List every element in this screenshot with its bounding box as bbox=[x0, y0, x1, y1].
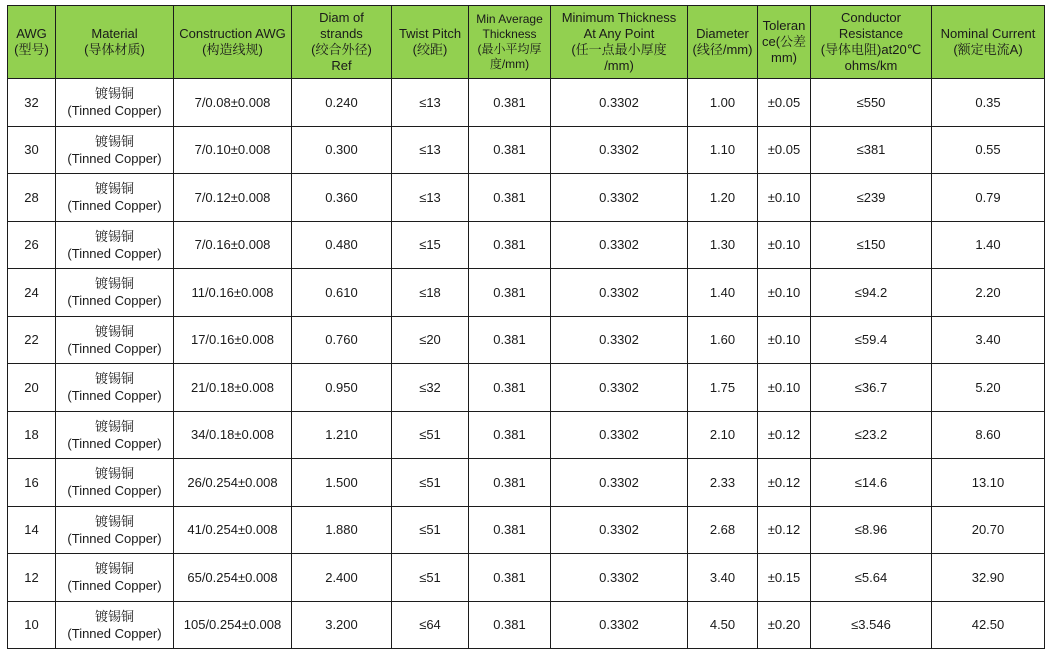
cell-minimum-thickness: 0.3302 bbox=[551, 506, 688, 554]
cell-diameter: 2.10 bbox=[688, 411, 758, 459]
cell-material bbox=[56, 316, 174, 364]
cell-awg: 28 bbox=[8, 174, 56, 222]
cell-twist-pitch: ≤18 bbox=[392, 269, 469, 317]
cell-material bbox=[56, 411, 174, 459]
cell-material bbox=[56, 601, 174, 649]
cell-tolerance: ±0.12 bbox=[758, 506, 811, 554]
cell-nominal-current: 1.40 bbox=[932, 221, 1045, 269]
cell-construction: 7/0.12±0.008 bbox=[174, 174, 292, 222]
cell-diam-strands: 1.500 bbox=[292, 459, 392, 507]
header-material-line: Material bbox=[91, 26, 138, 41]
cell-twist-pitch: ≤13 bbox=[392, 174, 469, 222]
material-cn: 镀锡铜 bbox=[94, 561, 134, 577]
cell-awg: 20 bbox=[8, 364, 56, 412]
material-en: (Tinned Copper) bbox=[67, 293, 162, 309]
cell-diameter: 1.30 bbox=[688, 221, 758, 269]
header-tolerance bbox=[758, 6, 811, 79]
cell-construction: 17/0.16±0.008 bbox=[174, 316, 292, 364]
cell-min-average-thickness: 0.381 bbox=[469, 126, 551, 174]
material-cn: 镀锡铜 bbox=[94, 371, 134, 387]
cell-nominal-current: 0.55 bbox=[932, 126, 1045, 174]
material-en: (Tinned Copper) bbox=[67, 388, 162, 404]
cell-nominal-current: 0.35 bbox=[932, 79, 1045, 127]
cell-twist-pitch: ≤51 bbox=[392, 411, 469, 459]
cell-construction: 7/0.16±0.008 bbox=[174, 221, 292, 269]
cell-diameter: 1.10 bbox=[688, 126, 758, 174]
cell-material bbox=[56, 79, 174, 127]
cell-resistance: ≤3.546 bbox=[811, 601, 932, 649]
cell-min-average-thickness: 0.381 bbox=[469, 601, 551, 649]
header-awg bbox=[8, 6, 56, 79]
cell-tolerance: ±0.10 bbox=[758, 364, 811, 412]
cell-min-average-thickness: 0.381 bbox=[469, 554, 551, 602]
header-construction-line: (构造线规) bbox=[202, 42, 263, 57]
cell-diam-strands: 0.360 bbox=[292, 174, 392, 222]
cell-min-average-thickness: 0.381 bbox=[469, 506, 551, 554]
cell-diameter: 1.75 bbox=[688, 364, 758, 412]
material-en: (Tinned Copper) bbox=[67, 340, 162, 356]
header-conductor-resistance-line: Resistance bbox=[838, 26, 904, 41]
cell-twist-pitch: ≤20 bbox=[392, 316, 469, 364]
cell-awg: 18 bbox=[8, 411, 56, 459]
header-diam-strands-line: Ref bbox=[331, 58, 352, 73]
header-nominal-current bbox=[932, 6, 1045, 79]
header-diam-strands-line: strands bbox=[320, 26, 363, 41]
cell-tolerance: ±0.10 bbox=[758, 174, 811, 222]
header-diameter-line: (线径/mm) bbox=[692, 42, 753, 57]
header-tolerance-line: mm) bbox=[771, 50, 797, 65]
table-row bbox=[8, 221, 1045, 269]
cell-diam-strands: 0.300 bbox=[292, 126, 392, 174]
header-nominal-current-line: Nominal Current bbox=[940, 26, 1036, 41]
cell-construction: 41/0.254±0.008 bbox=[174, 506, 292, 554]
wire-spec-table bbox=[7, 5, 1045, 649]
cell-construction: 26/0.254±0.008 bbox=[174, 459, 292, 507]
cell-twist-pitch: ≤51 bbox=[392, 506, 469, 554]
header-conductor-resistance-line: ohms/km bbox=[844, 58, 898, 73]
cell-resistance: ≤23.2 bbox=[811, 411, 932, 459]
material-en: (Tinned Copper) bbox=[67, 245, 162, 261]
cell-diam-strands: 0.480 bbox=[292, 221, 392, 269]
cell-construction: 11/0.16±0.008 bbox=[174, 269, 292, 317]
cell-construction: 7/0.08±0.008 bbox=[174, 79, 292, 127]
cell-twist-pitch: ≤51 bbox=[392, 459, 469, 507]
table-body bbox=[8, 79, 1045, 649]
header-diameter bbox=[688, 6, 758, 79]
cell-nominal-current: 42.50 bbox=[932, 601, 1045, 649]
table-row bbox=[8, 269, 1045, 317]
cell-twist-pitch: ≤15 bbox=[392, 221, 469, 269]
cell-diameter: 3.40 bbox=[688, 554, 758, 602]
cell-diameter: 4.50 bbox=[688, 601, 758, 649]
cell-diameter: 1.60 bbox=[688, 316, 758, 364]
cell-resistance: ≤59.4 bbox=[811, 316, 932, 364]
cell-min-average-thickness: 0.381 bbox=[469, 221, 551, 269]
table-row bbox=[8, 174, 1045, 222]
cell-tolerance: ±0.20 bbox=[758, 601, 811, 649]
cell-material bbox=[56, 554, 174, 602]
cell-resistance: ≤8.96 bbox=[811, 506, 932, 554]
cell-minimum-thickness: 0.3302 bbox=[551, 79, 688, 127]
cell-nominal-current: 8.60 bbox=[932, 411, 1045, 459]
cell-nominal-current: 32.90 bbox=[932, 554, 1045, 602]
header-minimum-thickness-line: At Any Point bbox=[583, 26, 655, 41]
cell-resistance: ≤381 bbox=[811, 126, 932, 174]
cell-tolerance: ±0.05 bbox=[758, 79, 811, 127]
cell-material bbox=[56, 364, 174, 412]
header-construction-line: Construction AWG bbox=[179, 26, 286, 41]
cell-twist-pitch: ≤32 bbox=[392, 364, 469, 412]
material-cn: 镀锡铜 bbox=[94, 228, 134, 244]
header-minimum-thickness bbox=[551, 6, 688, 79]
table-row bbox=[8, 554, 1045, 602]
header-min-average-thickness-line: Min Average bbox=[476, 12, 543, 26]
header-min-average-thickness-line: Thickness bbox=[482, 27, 537, 41]
cell-minimum-thickness: 0.3302 bbox=[551, 364, 688, 412]
material-en: (Tinned Copper) bbox=[67, 530, 162, 546]
cell-resistance: ≤94.2 bbox=[811, 269, 932, 317]
header-diam-strands-line: Diam of bbox=[319, 10, 364, 25]
cell-diameter: 2.33 bbox=[688, 459, 758, 507]
cell-min-average-thickness: 0.381 bbox=[469, 411, 551, 459]
header-nominal-current-line: (额定电流A) bbox=[953, 42, 1023, 57]
header-material bbox=[56, 6, 174, 79]
header-conductor-resistance-line: (导体电阻)at20℃ bbox=[820, 42, 922, 57]
table-row bbox=[8, 601, 1045, 649]
material-cn: 镀锡铜 bbox=[94, 133, 134, 149]
header-twist-pitch-line: Twist Pitch bbox=[398, 26, 462, 41]
cell-min-average-thickness: 0.381 bbox=[469, 79, 551, 127]
cell-diam-strands: 2.400 bbox=[292, 554, 392, 602]
header-tolerance-line: ce(公差 bbox=[761, 34, 807, 49]
cell-min-average-thickness: 0.381 bbox=[469, 174, 551, 222]
cell-diameter: 1.20 bbox=[688, 174, 758, 222]
material-cn: 镀锡铜 bbox=[94, 276, 134, 292]
material-cn: 镀锡铜 bbox=[94, 86, 134, 102]
cell-resistance: ≤5.64 bbox=[811, 554, 932, 602]
cell-diam-strands: 0.950 bbox=[292, 364, 392, 412]
cell-material bbox=[56, 269, 174, 317]
cell-diam-strands: 3.200 bbox=[292, 601, 392, 649]
header-material-line: (导体材质) bbox=[84, 42, 145, 57]
cell-material bbox=[56, 221, 174, 269]
header-awg-line: AWG bbox=[16, 26, 47, 41]
cell-awg: 14 bbox=[8, 506, 56, 554]
cell-twist-pitch: ≤51 bbox=[392, 554, 469, 602]
cell-diameter: 1.40 bbox=[688, 269, 758, 317]
table-row bbox=[8, 411, 1045, 459]
cell-minimum-thickness: 0.3302 bbox=[551, 221, 688, 269]
table-header bbox=[8, 6, 1045, 79]
cell-awg: 22 bbox=[8, 316, 56, 364]
cell-awg: 30 bbox=[8, 126, 56, 174]
table-row bbox=[8, 459, 1045, 507]
cell-min-average-thickness: 0.381 bbox=[469, 269, 551, 317]
cell-minimum-thickness: 0.3302 bbox=[551, 459, 688, 507]
header-twist-pitch-line: (绞距) bbox=[412, 42, 448, 57]
cell-diam-strands: 1.880 bbox=[292, 506, 392, 554]
header-row bbox=[8, 6, 1045, 79]
cell-tolerance: ±0.12 bbox=[758, 459, 811, 507]
table-row bbox=[8, 506, 1045, 554]
header-conductor-resistance bbox=[811, 6, 932, 79]
material-en: (Tinned Copper) bbox=[67, 198, 162, 214]
cell-minimum-thickness: 0.3302 bbox=[551, 126, 688, 174]
cell-diam-strands: 0.760 bbox=[292, 316, 392, 364]
cell-tolerance: ±0.12 bbox=[758, 411, 811, 459]
header-construction bbox=[174, 6, 292, 79]
cell-resistance: ≤239 bbox=[811, 174, 932, 222]
header-diameter-line: Diameter bbox=[696, 26, 749, 41]
cell-minimum-thickness: 0.3302 bbox=[551, 316, 688, 364]
cell-construction: 34/0.18±0.008 bbox=[174, 411, 292, 459]
header-minimum-thickness-line: (任一点最小厚度 bbox=[571, 42, 667, 57]
cell-tolerance: ±0.10 bbox=[758, 221, 811, 269]
cell-tolerance: ±0.05 bbox=[758, 126, 811, 174]
cell-diam-strands: 1.210 bbox=[292, 411, 392, 459]
cell-min-average-thickness: 0.381 bbox=[469, 316, 551, 364]
material-cn: 镀锡铜 bbox=[94, 181, 134, 197]
material-en: (Tinned Copper) bbox=[67, 103, 162, 119]
cell-minimum-thickness: 0.3302 bbox=[551, 174, 688, 222]
cell-resistance: ≤150 bbox=[811, 221, 932, 269]
cell-nominal-current: 13.10 bbox=[932, 459, 1045, 507]
cell-nominal-current: 2.20 bbox=[932, 269, 1045, 317]
cell-awg: 32 bbox=[8, 79, 56, 127]
cell-nominal-current: 5.20 bbox=[932, 364, 1045, 412]
cell-awg: 12 bbox=[8, 554, 56, 602]
table-row bbox=[8, 79, 1045, 127]
cell-nominal-current: 0.79 bbox=[932, 174, 1045, 222]
header-awg-line: (型号) bbox=[14, 42, 49, 57]
cell-material bbox=[56, 506, 174, 554]
cell-material bbox=[56, 174, 174, 222]
cell-minimum-thickness: 0.3302 bbox=[551, 269, 688, 317]
cell-resistance: ≤36.7 bbox=[811, 364, 932, 412]
cell-construction: 21/0.18±0.008 bbox=[174, 364, 292, 412]
cell-resistance: ≤550 bbox=[811, 79, 932, 127]
header-minimum-thickness-line: /mm) bbox=[604, 58, 634, 73]
header-minimum-thickness-line: Minimum Thickness bbox=[561, 10, 677, 25]
cell-diam-strands: 0.240 bbox=[292, 79, 392, 127]
cell-material bbox=[56, 126, 174, 174]
cell-tolerance: ±0.15 bbox=[758, 554, 811, 602]
cell-awg: 16 bbox=[8, 459, 56, 507]
cell-twist-pitch: ≤13 bbox=[392, 79, 469, 127]
cell-diameter: 1.00 bbox=[688, 79, 758, 127]
header-twist-pitch bbox=[392, 6, 469, 79]
cell-min-average-thickness: 0.381 bbox=[469, 459, 551, 507]
cell-diam-strands: 0.610 bbox=[292, 269, 392, 317]
material-cn: 镀锡铜 bbox=[94, 608, 134, 624]
material-en: (Tinned Copper) bbox=[67, 435, 162, 451]
header-diam-strands-line: (绞合外径) bbox=[311, 42, 372, 57]
table-row bbox=[8, 126, 1045, 174]
cell-tolerance: ±0.10 bbox=[758, 316, 811, 364]
cell-resistance: ≤14.6 bbox=[811, 459, 932, 507]
cell-construction: 7/0.10±0.008 bbox=[174, 126, 292, 174]
material-en: (Tinned Copper) bbox=[67, 578, 162, 594]
material-en: (Tinned Copper) bbox=[67, 150, 162, 166]
cell-minimum-thickness: 0.3302 bbox=[551, 554, 688, 602]
cell-material bbox=[56, 459, 174, 507]
header-min-average-thickness-line: (最小平均厚 bbox=[477, 42, 542, 56]
cell-diameter: 2.68 bbox=[688, 506, 758, 554]
table-row bbox=[8, 364, 1045, 412]
cell-construction: 65/0.254±0.008 bbox=[174, 554, 292, 602]
cell-construction: 105/0.254±0.008 bbox=[174, 601, 292, 649]
material-cn: 镀锡铜 bbox=[94, 418, 134, 434]
cell-minimum-thickness: 0.3302 bbox=[551, 411, 688, 459]
cell-nominal-current: 20.70 bbox=[932, 506, 1045, 554]
cell-tolerance: ±0.10 bbox=[758, 269, 811, 317]
material-en: (Tinned Copper) bbox=[67, 483, 162, 499]
cell-nominal-current: 3.40 bbox=[932, 316, 1045, 364]
cell-awg: 26 bbox=[8, 221, 56, 269]
cell-awg: 24 bbox=[8, 269, 56, 317]
table-row bbox=[8, 316, 1045, 364]
header-conductor-resistance-line: Conductor bbox=[841, 10, 901, 25]
cell-minimum-thickness: 0.3302 bbox=[551, 601, 688, 649]
header-diam-strands bbox=[292, 6, 392, 79]
material-cn: 镀锡铜 bbox=[94, 466, 134, 482]
material-cn: 镀锡铜 bbox=[94, 513, 134, 529]
header-min-average-thickness bbox=[469, 6, 551, 79]
header-tolerance-line: Toleran bbox=[762, 18, 806, 33]
cell-twist-pitch: ≤64 bbox=[392, 601, 469, 649]
cell-awg: 10 bbox=[8, 601, 56, 649]
header-min-average-thickness-line: 度/mm) bbox=[489, 57, 530, 71]
material-cn: 镀锡铜 bbox=[94, 323, 134, 339]
cell-twist-pitch: ≤13 bbox=[392, 126, 469, 174]
cell-min-average-thickness: 0.381 bbox=[469, 364, 551, 412]
material-en: (Tinned Copper) bbox=[67, 625, 162, 641]
